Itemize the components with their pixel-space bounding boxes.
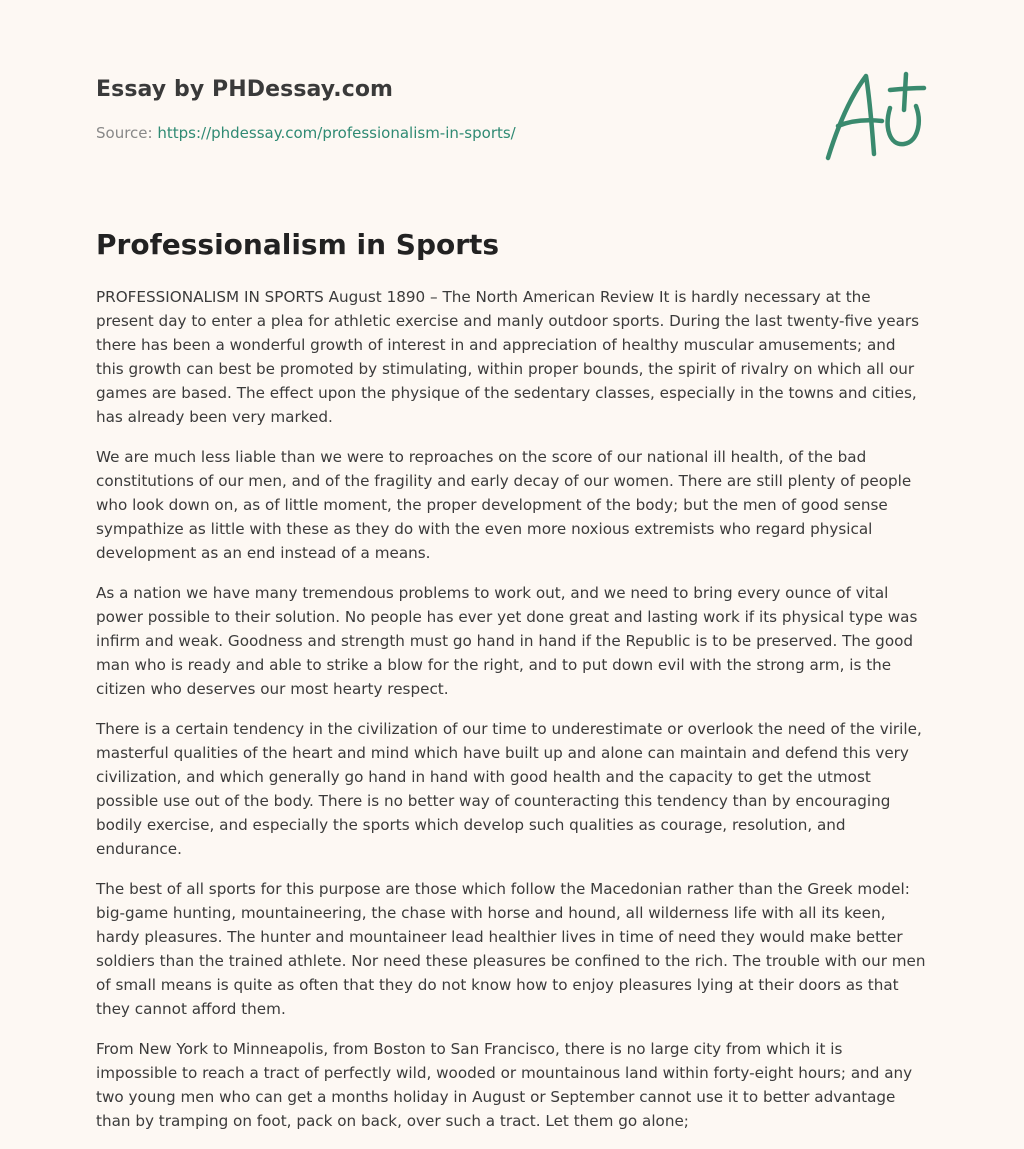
essay-paragraph: From New York to Minneapolis, from Boston to San Francisco, there is no large city from which it is impossible to reach a tract of perfectly wild, wooded or mountainous land within forty-eight hours; and any two young men who can get a months holiday in August or September cannot use it to better advantage than by tramping on foot, pack on back, over such a tract. Let them go alone; (96, 1040, 913, 1130)
essay-body (96, 285, 926, 1149)
a-plus-grade-icon (820, 66, 930, 166)
site-brand: Essay by PHDessay.com (96, 77, 394, 102)
page-header (96, 74, 796, 143)
essay-title: Professionalism in Sports (96, 228, 500, 261)
essay-paragraph: The best of all sports for this purpose are those which follow the Macedonian rather than the Greek model: big-game hunting, mountaineering, the chase with horse and hound, all wilderness life with all its keen, hardy pleasures. The hunter and mountaineer lead healthier lives in time of need they would make better soldiers than the trained athlete. Nor need these pleasures be confined to the rich. The trouble with our men of small means is quite as often that they do not know how to enjoy pleasures lying at their doors as that they cannot afford them. (96, 880, 926, 1018)
essay-paragraph: There is a certain tendency in the civilization of our time to underestimate or overlook the need of the virile, masterful qualities of the heart and mind which have built up and alone can maintain and defend this very civilization, and which generally go hand in hand with good health and the capacity to get the utmost possible use out of the body. There is no better way of counteracting this tendency than by encouraging bodily exercise, and especially the sports which develop such qualities as courage, resolution, and endurance. (96, 720, 922, 858)
source-link[interactable]: https://phdessay.com/professionalism-in-sports/ (157, 124, 516, 142)
essay-paragraph: We are much less liable than we were to reproaches on the score of our national ill health, of the bad constitutions of our men, and of the fragility and early decay of our women. There are still plenty of people who look down on, as of little moment, the proper development of the body; but the men of good sense sympathize as little with these as they do with the even more noxious extremists who regard physical development as an end instead of a means. (96, 448, 912, 562)
source-label: Source: (96, 124, 153, 142)
source-line (96, 123, 796, 143)
essay-paragraph: As a nation we have many tremendous problems to work out, and we need to bring every ounce of vital power possible to their solution. No people has ever yet done great and lasting work if its physical type was infirm and weak. Goodness and strength must go hand in hand if the Republic is to be preserved. The good man who is ready and able to strike a blow for the right, and to put down evil with the strong arm, is the citizen who deserves our most hearty respect. (96, 584, 918, 698)
essay-paragraph: PROFESSIONALISM IN SPORTS August 1890 – The North American Review It is hardly necessary at the present day to enter a plea for athletic exercise and manly outdoor sports. During the last twenty-five years there has been a wonderful growth of interest in and appreciation of healthy muscular amusements; and this growth can best be promoted by stimulating, within proper bounds, the spirit of rivalry on which all our games are based. The effect upon the physique of the sedentary classes, especially in the towns and cities, has already been very marked. (96, 288, 920, 426)
